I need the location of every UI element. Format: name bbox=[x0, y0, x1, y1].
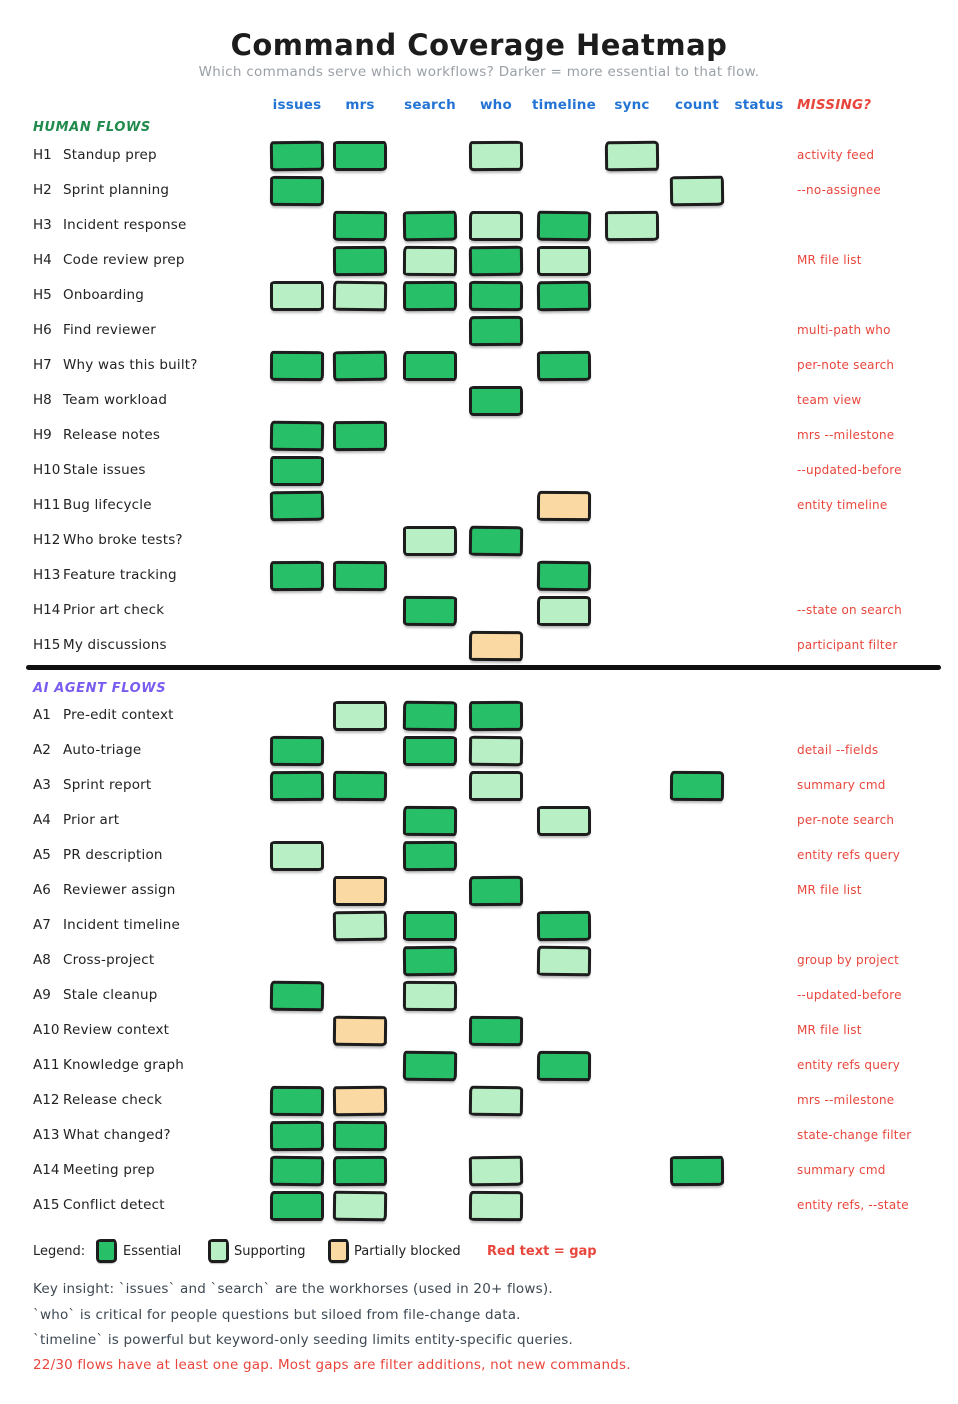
gap-label-A10: MR file list bbox=[797, 1023, 862, 1037]
cell-H11-issues-essential bbox=[270, 491, 324, 522]
flow-row-H3 bbox=[0, 209, 958, 244]
cell-H7-mrs-essential bbox=[333, 351, 387, 382]
flow-id-H6: H6 bbox=[33, 322, 52, 338]
cell-A15-issues-essential bbox=[270, 1191, 324, 1221]
flow-row-A7 bbox=[0, 909, 958, 944]
cell-A7-timeline-essential bbox=[537, 911, 591, 941]
flow-id-H3: H3 bbox=[33, 217, 52, 233]
flow-id-H1: H1 bbox=[33, 147, 52, 163]
flow-label-H14: Prior art check bbox=[63, 602, 165, 618]
cell-H13-timeline-essential bbox=[537, 561, 591, 592]
flow-row-A5 bbox=[0, 839, 958, 874]
flow-label-H7: Why was this built? bbox=[63, 357, 198, 373]
cell-H5-search-essential bbox=[403, 281, 457, 311]
gap-label-H6: multi-path who bbox=[797, 323, 891, 337]
legend-gap-note: Red text = gap bbox=[487, 1244, 597, 1259]
flow-id-A11: A11 bbox=[33, 1057, 60, 1073]
flow-row-H6 bbox=[0, 314, 958, 349]
flow-label-H6: Find reviewer bbox=[63, 322, 157, 338]
cell-A10-mrs-partial bbox=[333, 1016, 387, 1047]
flow-id-A4: A4 bbox=[33, 812, 51, 828]
flow-id-A10: A10 bbox=[33, 1022, 60, 1038]
note-who: `who` is critical for people questions but siloed from file-change data. bbox=[33, 1307, 521, 1323]
flow-id-H4: H4 bbox=[33, 252, 52, 268]
gap-label-A12: mrs --milestone bbox=[797, 1093, 895, 1107]
cell-H5-who-essential bbox=[469, 281, 523, 311]
column-header-mrs: mrs bbox=[345, 97, 375, 113]
legend-swatch-partially-blocked bbox=[328, 1239, 349, 1263]
section-label-human: HUMAN FLOWS bbox=[33, 120, 151, 135]
legend bbox=[0, 1238, 958, 1266]
flow-label-A13: What changed? bbox=[63, 1127, 171, 1143]
cell-H10-issues-essential bbox=[270, 456, 324, 486]
cell-A2-who-supporting bbox=[469, 736, 523, 767]
cell-H7-issues-essential bbox=[270, 351, 324, 381]
flow-label-A5: PR description bbox=[63, 847, 163, 863]
column-header-issues: issues bbox=[272, 97, 322, 113]
cell-H4-mrs-essential bbox=[333, 246, 387, 276]
flow-id-H12: H12 bbox=[33, 532, 61, 548]
legend-label-essential: Essential bbox=[123, 1244, 182, 1259]
flow-label-A6: Reviewer assign bbox=[63, 882, 176, 898]
flow-id-A2: A2 bbox=[33, 742, 51, 758]
gap-label-H4: MR file list bbox=[797, 253, 862, 267]
note-timeline: `timeline` is powerful but keyword-only seeding limits entity-specific queries. bbox=[33, 1332, 573, 1348]
flow-row-H13 bbox=[0, 559, 958, 594]
flow-row-H2 bbox=[0, 174, 958, 209]
flow-row-A13 bbox=[0, 1119, 958, 1154]
flow-label-A15: Conflict detect bbox=[63, 1197, 165, 1213]
flow-id-A5: A5 bbox=[33, 847, 51, 863]
flow-label-H12: Who broke tests? bbox=[63, 532, 183, 548]
flow-label-A1: Pre-edit context bbox=[63, 707, 174, 723]
flow-id-H10: H10 bbox=[33, 462, 61, 478]
flow-row-H15 bbox=[0, 629, 958, 664]
section-divider bbox=[26, 665, 941, 670]
cell-A9-search-supporting bbox=[403, 981, 457, 1011]
flow-row-A4 bbox=[0, 804, 958, 839]
flow-row-H5 bbox=[0, 279, 958, 314]
cell-A2-search-essential bbox=[403, 736, 457, 766]
gap-label-H8: team view bbox=[797, 393, 862, 407]
cell-H4-search-supporting bbox=[403, 246, 457, 276]
flow-label-A14: Meeting prep bbox=[63, 1162, 155, 1178]
flow-row-H4 bbox=[0, 244, 958, 279]
gap-label-H15: participant filter bbox=[797, 638, 898, 652]
cell-H1-who-supporting bbox=[469, 141, 523, 171]
cell-A11-search-essential bbox=[403, 1051, 457, 1082]
cell-H12-who-essential bbox=[469, 526, 523, 557]
cell-A11-timeline-essential bbox=[537, 1051, 591, 1081]
gap-label-A13: state-change filter bbox=[797, 1128, 912, 1142]
column-header-sync: sync bbox=[614, 97, 650, 113]
cell-H9-mrs-essential bbox=[333, 421, 387, 451]
flow-id-H15: H15 bbox=[33, 637, 61, 653]
cell-A4-search-essential bbox=[403, 806, 457, 836]
flow-label-A4: Prior art bbox=[63, 812, 120, 828]
gap-label-A8: group by project bbox=[797, 953, 900, 967]
cell-A5-issues-supporting bbox=[270, 841, 324, 871]
note-gap-summary: 22/30 flows have at least one gap. Most gaps are filter additions, not new commands. bbox=[33, 1357, 631, 1373]
note-key-insight: Key insight: `issues` and `search` are the workhorses (used in 20+ flows). bbox=[33, 1281, 553, 1297]
flow-label-H10: Stale issues bbox=[63, 462, 146, 478]
cell-A7-search-essential bbox=[403, 911, 457, 941]
legend-title: Legend: bbox=[33, 1244, 86, 1259]
cell-H6-who-essential bbox=[469, 316, 523, 346]
cell-A14-who-supporting bbox=[469, 1156, 523, 1187]
flow-row-A8 bbox=[0, 944, 958, 979]
gap-label-A11: entity refs query bbox=[797, 1058, 901, 1072]
flow-id-A7: A7 bbox=[33, 917, 51, 933]
flow-row-H10 bbox=[0, 454, 958, 489]
cell-H13-issues-essential bbox=[270, 561, 324, 591]
cell-A8-search-essential bbox=[403, 946, 457, 977]
flow-id-H14: H14 bbox=[33, 602, 61, 618]
flow-row-A10 bbox=[0, 1014, 958, 1049]
cell-H7-timeline-essential bbox=[537, 351, 591, 381]
cell-H1-mrs-essential bbox=[333, 141, 387, 171]
cell-H12-search-supporting bbox=[403, 526, 457, 556]
flow-id-H7: H7 bbox=[33, 357, 52, 373]
cell-A13-mrs-essential bbox=[333, 1121, 387, 1151]
cell-A3-count-essential bbox=[670, 771, 724, 801]
cell-A14-count-essential bbox=[670, 1156, 724, 1186]
legend-swatch-supporting bbox=[208, 1239, 229, 1263]
cell-H2-count-supporting bbox=[670, 176, 724, 207]
page-title: Command Coverage Heatmap bbox=[230, 28, 728, 62]
cell-A9-issues-essential bbox=[270, 981, 324, 1012]
cell-A13-issues-essential bbox=[270, 1121, 324, 1151]
flow-row-H12 bbox=[0, 524, 958, 559]
column-header-timeline: timeline bbox=[532, 97, 596, 113]
flow-id-H5: H5 bbox=[33, 287, 52, 303]
cell-H4-timeline-supporting bbox=[537, 246, 591, 276]
flow-id-A14: A14 bbox=[33, 1162, 60, 1178]
cell-H3-who-supporting bbox=[469, 211, 523, 241]
cell-A4-timeline-supporting bbox=[537, 806, 591, 836]
cell-A6-who-essential bbox=[469, 876, 523, 906]
flow-row-H14 bbox=[0, 594, 958, 629]
cell-A5-search-essential bbox=[403, 841, 457, 871]
flow-id-H2: H2 bbox=[33, 182, 52, 198]
flow-label-H13: Feature tracking bbox=[63, 567, 177, 583]
flow-row-A12 bbox=[0, 1084, 958, 1119]
flow-row-A1 bbox=[0, 699, 958, 734]
cell-H2-issues-essential bbox=[270, 176, 324, 206]
flow-label-H2: Sprint planning bbox=[63, 182, 170, 198]
cell-H3-search-essential bbox=[403, 211, 457, 242]
flow-label-H9: Release notes bbox=[63, 427, 161, 443]
cell-A15-who-supporting bbox=[469, 1191, 523, 1221]
flow-id-H11: H11 bbox=[33, 497, 61, 513]
section-label-ai: AI AGENT FLOWS bbox=[33, 681, 167, 696]
flow-label-A12: Release check bbox=[63, 1092, 163, 1108]
gap-label-A6: MR file list bbox=[797, 883, 862, 897]
flow-id-H8: H8 bbox=[33, 392, 52, 408]
cell-H15-who-partial bbox=[469, 631, 523, 661]
cell-A14-issues-essential bbox=[270, 1156, 324, 1187]
flow-id-H9: H9 bbox=[33, 427, 52, 443]
cell-A3-issues-essential bbox=[270, 771, 324, 801]
cell-H14-search-essential bbox=[403, 596, 457, 626]
gap-label-A2: detail --fields bbox=[797, 743, 879, 757]
flow-label-H3: Incident response bbox=[63, 217, 187, 233]
cell-A2-issues-essential bbox=[270, 736, 324, 766]
column-header-count: count bbox=[675, 97, 719, 113]
gap-label-H9: mrs --milestone bbox=[797, 428, 895, 442]
flow-row-A14 bbox=[0, 1154, 958, 1189]
flow-label-A11: Knowledge graph bbox=[63, 1057, 185, 1073]
cell-A6-mrs-partial bbox=[333, 876, 387, 906]
cell-H1-issues-essential bbox=[270, 141, 324, 172]
cell-A8-timeline-supporting bbox=[537, 946, 591, 977]
gap-label-A4: per-note search bbox=[797, 813, 895, 827]
flow-label-A9: Stale cleanup bbox=[63, 987, 158, 1003]
flow-label-H11: Bug lifecycle bbox=[63, 497, 152, 513]
flow-row-H7 bbox=[0, 349, 958, 384]
gap-label-A14: summary cmd bbox=[797, 1163, 886, 1177]
cell-H1-sync-supporting bbox=[605, 141, 659, 172]
cell-H3-timeline-essential bbox=[537, 211, 591, 242]
cell-A12-mrs-partial bbox=[333, 1086, 387, 1117]
flow-id-A9: A9 bbox=[33, 987, 51, 1003]
cell-A1-who-essential bbox=[469, 701, 523, 731]
gap-label-A15: entity refs, --state bbox=[797, 1198, 909, 1212]
flow-label-A8: Cross-project bbox=[63, 952, 155, 968]
flow-row-H8 bbox=[0, 384, 958, 419]
flow-row-H9 bbox=[0, 419, 958, 454]
cell-A1-mrs-supporting bbox=[333, 701, 387, 731]
flow-id-H13: H13 bbox=[33, 567, 61, 583]
cell-H3-sync-supporting bbox=[605, 211, 659, 241]
gap-label-H14: --state on search bbox=[797, 603, 902, 617]
gap-label-A5: entity refs query bbox=[797, 848, 901, 862]
flow-row-A9 bbox=[0, 979, 958, 1014]
cell-A3-who-supporting bbox=[469, 771, 523, 801]
flow-label-A7: Incident timeline bbox=[63, 917, 180, 933]
cell-A7-mrs-supporting bbox=[333, 911, 387, 942]
column-header-status: status bbox=[734, 97, 784, 113]
flow-label-A2: Auto-triage bbox=[63, 742, 142, 758]
column-header-search: search bbox=[404, 97, 456, 113]
flow-label-H4: Code review prep bbox=[63, 252, 185, 268]
flow-row-A15 bbox=[0, 1189, 958, 1224]
cell-H3-mrs-essential bbox=[333, 211, 387, 241]
flow-label-H15: My discussions bbox=[63, 637, 167, 653]
cell-A12-issues-essential bbox=[270, 1086, 324, 1116]
flow-id-A3: A3 bbox=[33, 777, 51, 793]
flow-row-A6 bbox=[0, 874, 958, 909]
gap-label-H10: --updated-before bbox=[797, 463, 902, 477]
flow-id-A13: A13 bbox=[33, 1127, 60, 1143]
flow-row-H1 bbox=[0, 139, 958, 174]
flow-label-H5: Onboarding bbox=[63, 287, 145, 303]
flow-id-A1: A1 bbox=[33, 707, 51, 723]
flow-label-H8: Team workload bbox=[63, 392, 168, 408]
legend-swatch-essential bbox=[96, 1239, 117, 1263]
flow-id-A8: A8 bbox=[33, 952, 51, 968]
cell-A10-who-essential bbox=[469, 1016, 523, 1046]
gap-label-H11: entity timeline bbox=[797, 498, 888, 512]
flow-id-A12: A12 bbox=[33, 1092, 60, 1108]
cell-A14-mrs-essential bbox=[333, 1156, 387, 1186]
legend-label-supporting: Supporting bbox=[234, 1244, 306, 1259]
cell-H14-timeline-supporting bbox=[537, 596, 591, 626]
cell-A1-search-essential bbox=[403, 701, 457, 732]
cell-H5-issues-supporting bbox=[270, 281, 324, 311]
flow-row-A2 bbox=[0, 734, 958, 769]
column-header-missing: MISSING? bbox=[797, 97, 872, 113]
gap-label-H2: --no-assignee bbox=[797, 183, 881, 197]
flow-row-A3 bbox=[0, 769, 958, 804]
gap-label-A9: --updated-before bbox=[797, 988, 902, 1002]
cell-H5-timeline-essential bbox=[537, 281, 591, 312]
flow-id-A6: A6 bbox=[33, 882, 51, 898]
cell-A15-mrs-supporting bbox=[333, 1191, 387, 1222]
cell-A3-mrs-essential bbox=[333, 771, 387, 801]
cell-H5-mrs-supporting bbox=[333, 281, 387, 312]
cell-H11-timeline-partial bbox=[537, 491, 591, 521]
flow-id-A15: A15 bbox=[33, 1197, 60, 1213]
cell-H8-who-essential bbox=[469, 386, 523, 416]
cell-A12-who-supporting bbox=[469, 1086, 523, 1117]
flow-label-A3: Sprint report bbox=[63, 777, 152, 793]
flow-label-H1: Standup prep bbox=[63, 147, 157, 163]
cell-H7-search-essential bbox=[403, 351, 457, 381]
legend-label-partially-blocked: Partially blocked bbox=[354, 1244, 461, 1259]
column-header-who: who bbox=[480, 97, 512, 113]
flow-row-A11 bbox=[0, 1049, 958, 1084]
cell-H9-issues-essential bbox=[270, 421, 324, 452]
cell-H4-who-essential bbox=[469, 246, 523, 277]
gap-label-H7: per-note search bbox=[797, 358, 895, 372]
gap-label-H1: activity feed bbox=[797, 148, 875, 162]
gap-label-A3: summary cmd bbox=[797, 778, 886, 792]
flow-label-A10: Review context bbox=[63, 1022, 170, 1038]
cell-H13-mrs-essential bbox=[333, 561, 387, 591]
page-subtitle: Which commands serve which workflows? Darker = more essential to that flow. bbox=[198, 64, 760, 80]
flow-row-H11 bbox=[0, 489, 958, 524]
